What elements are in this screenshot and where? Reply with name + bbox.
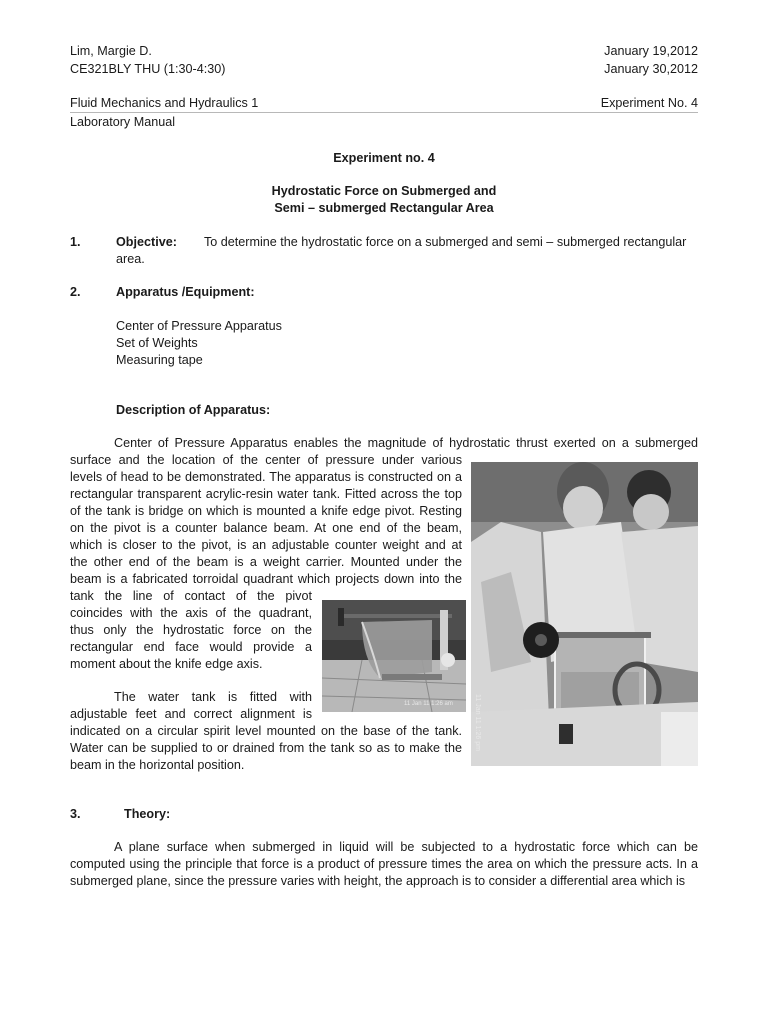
theory-text: computed using the principle that force is a product of pressure times the area on which the pressure acts. In a	[70, 857, 698, 871]
apparatus-item: Set of Weights	[116, 336, 198, 350]
photo-timestamp: 11 Jan 11 1:26 am	[404, 701, 453, 707]
description-text: rectangular end face would provide a	[70, 640, 312, 654]
description-text: coincides with the axis of the quadrant,	[70, 606, 312, 620]
theory-text: A plane surface when submerged in liquid will be subjected to a hydrostatic force which can be	[114, 840, 698, 854]
description-text: The water tank is fitted with	[114, 690, 312, 704]
description-text: indicated on a circular spirit level mounted on the base of the tank.	[70, 724, 462, 738]
description-text: beam is a fabricated torroidal quadrant which projects down into the	[70, 572, 462, 586]
date-submitted: January 30,2012	[604, 62, 698, 76]
author-name: Lim, Margie D.	[70, 44, 152, 58]
apparatus-closeup-image	[322, 600, 466, 712]
description-text: on the pivot is a counter balance beam. At one end of the beam,	[70, 521, 462, 535]
objective-number: 1.	[70, 235, 81, 249]
students-experiment-image	[471, 462, 698, 766]
description-text: thus only the hydrostatic force on the	[70, 623, 312, 637]
theory-text: submerged plane, since the pressure varies with height, the approach is to consider a differential area which is	[70, 874, 686, 888]
description-text: Center of Pressure Apparatus enables the magnitude of hydrostatic thrust exerted on a submerged	[114, 436, 698, 450]
apparatus-item: Measuring tape	[116, 353, 203, 367]
description-text: moment about the knife edge axis.	[70, 657, 263, 671]
description-text: tank the line of contact of the pivot	[70, 589, 312, 603]
theory-paragraph	[70, 839, 698, 890]
class-schedule: CE321BLY THU (1:30-4:30)	[70, 62, 226, 76]
date-performed: January 19,2012	[604, 44, 698, 58]
header-divider	[70, 112, 698, 113]
description-text: which is closer to the pivot, is an adjustable counter weight and at	[70, 538, 462, 552]
experiment-title: Experiment no. 4	[333, 151, 435, 165]
manual-name: Laboratory Manual	[70, 115, 176, 129]
description-text: levels of head to be demonstrated. The apparatus is constructed on a	[70, 470, 462, 484]
apparatus-photo-small	[322, 600, 466, 712]
description-text: beam in the horizontal position.	[70, 758, 245, 772]
title-line-1: Hydrostatic Force on Submerged and	[271, 184, 497, 198]
objective-label: Objective:	[116, 235, 177, 249]
description-line	[70, 435, 698, 452]
description-text: Water can be supplied to or drained from the tank so as to make the	[70, 741, 462, 755]
experiment-ref: Experiment No. 4	[600, 96, 698, 110]
description-column-wide-2	[70, 723, 462, 774]
course-name: Fluid Mechanics and Hydraulics 1	[70, 96, 259, 110]
theory-number: 3.	[70, 807, 81, 821]
description-text: the other end of the beam is a weight carrier. Mounted under the	[70, 555, 462, 569]
apparatus-item: Center of Pressure Apparatus	[116, 319, 282, 333]
photo-timestamp: 11 Jan 11 1:26 pm	[474, 694, 481, 751]
description-text: of the tank is bridge on which is mounted a knife edge pivot. Resting	[70, 504, 462, 518]
description-text: adjustable feet and correct alignment is	[70, 707, 312, 721]
students-photo-large	[471, 462, 698, 766]
description-column-narrow-2	[70, 689, 312, 723]
description-text: surface and the location of the center of pressure under various	[70, 453, 462, 467]
theory-label: Theory:	[124, 807, 171, 821]
description-heading: Description of Apparatus:	[116, 403, 271, 417]
description-text: rectangular transparent acrylic-resin water tank. Fitted across the top	[70, 487, 462, 501]
objective-text-cont: area.	[116, 252, 145, 266]
apparatus-number: 2.	[70, 285, 81, 299]
description-column-wide	[70, 452, 462, 588]
apparatus-label: Apparatus /Equipment:	[116, 285, 255, 299]
title-line-2: Semi – submerged Rectangular Area	[274, 201, 494, 215]
description-column-narrow	[70, 588, 312, 673]
objective-text: To determine the hydrostatic force on a submerged and semi – submerged rectangular	[204, 235, 687, 249]
